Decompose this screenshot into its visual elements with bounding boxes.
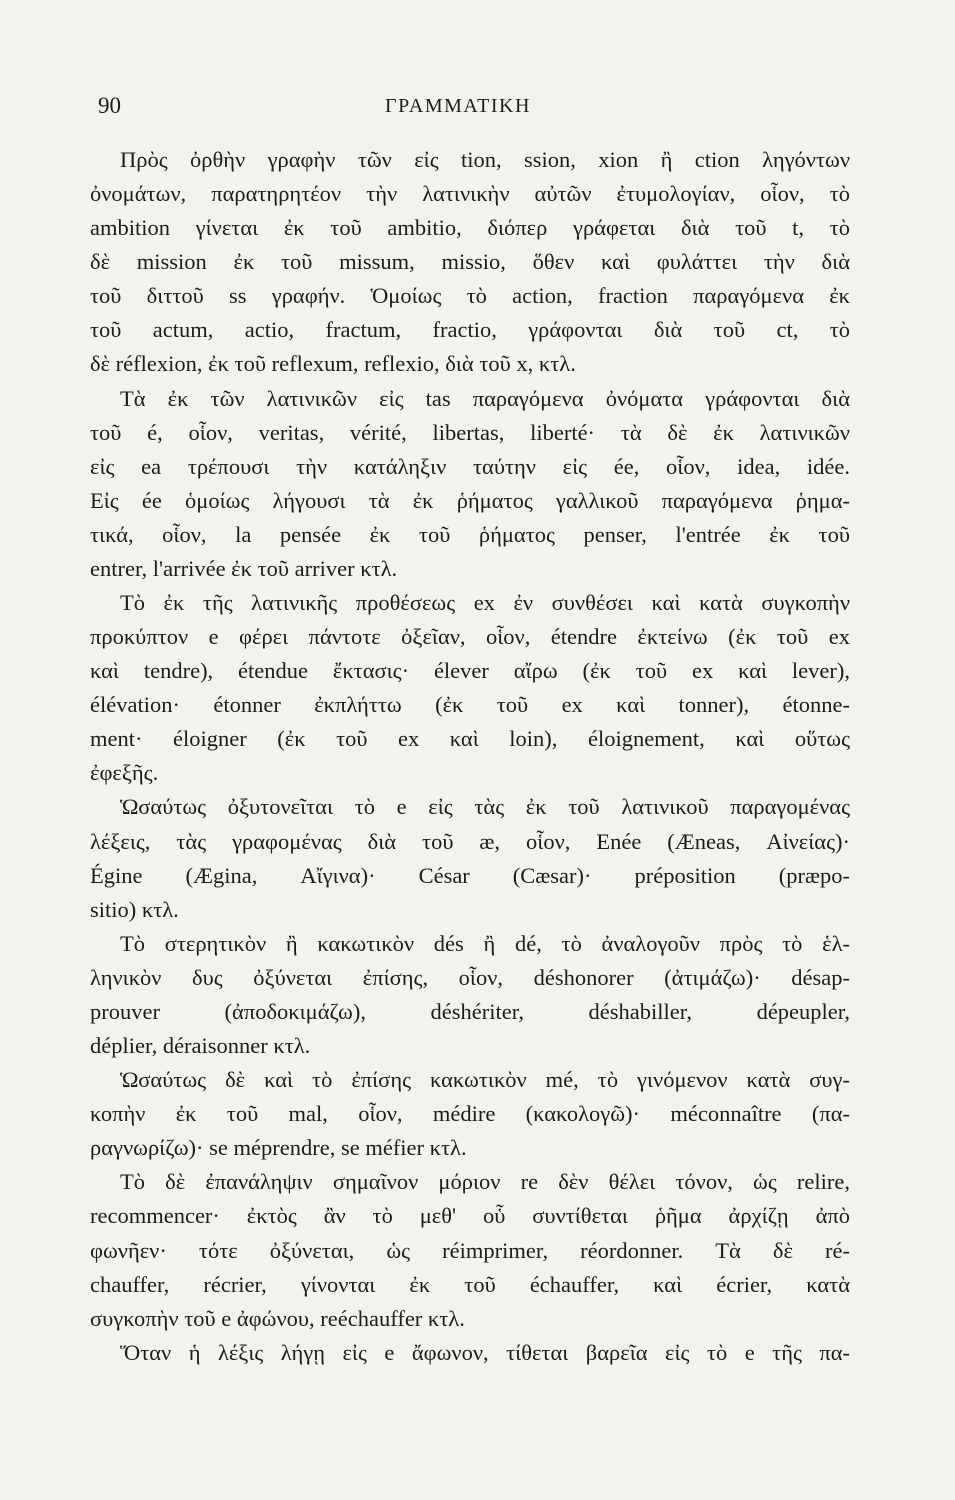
- text-line: Πρὸς ὀρθὴν γραφὴν τῶν εἰς tion, ssion, xion ἢ ction ληγόντων: [120, 147, 850, 172]
- text-line: κοπὴν ἐκ τοῦ mal, οἷον, médire (κακολογῶ)· méconnaître (πα-: [90, 1101, 850, 1127]
- body-text: [90, 143, 850, 1370]
- text-line: δὲ réflexion, ἐκ τοῦ reflexum, reflexio, διὰ τοῦ x, κτλ.: [90, 351, 576, 377]
- text-line: συγκοπὴν τοῦ e ἀφώνου, reéchauffer κτλ.: [90, 1305, 465, 1331]
- text-line: τοῦ actum, actio, fractum, fractio, γράφονται διὰ τοῦ ct, τὸ: [90, 317, 850, 343]
- text-line: Τὸ ἐκ τῆς λατινικῆς προθέσεως ex ἐν συνθέσει καὶ κατὰ συγκοπὴν: [120, 590, 850, 616]
- text-line: τικά, οἷον, la pensée ἐκ τοῦ ῥήματος penser, l'entrée ἐκ τοῦ: [90, 521, 850, 547]
- text-line: sitio) κτλ.: [90, 896, 179, 922]
- text-line: Ὡσαύτως ὀξυτονεῖται τὸ e εἰς τὰς ἐκ τοῦ λατινικοῦ παραγομένας: [120, 794, 850, 820]
- text-line: προκύπτον e φέρει πάντοτε ὀξεῖαν, οἷον, étendre ἐκτείνω (ἐκ τοῦ ex: [90, 624, 850, 650]
- text-line: déplier, déraisonner κτλ.: [90, 1033, 311, 1059]
- text-line: Τὸ στερητικὸν ἢ κακωτικὸν dés ἢ dé, τὸ ἀναλογοῦν πρὸς τὸ ἑλ-: [120, 930, 850, 956]
- running-head: ΓΡΑΜΜΑΤΙΚΗ: [385, 95, 531, 117]
- text-line: ληνικὸν δυς ὀξύνεται ἐπίσης, οἷον, déshonorer (ἀτιμάζω)· désap-: [90, 964, 850, 990]
- text-line: Ὡσαύτως δὲ καὶ τὸ ἐπίσης κακωτικὸν mé, τὸ γινόμενον κατὰ συγ-: [120, 1067, 850, 1093]
- text-line: Τὰ ἐκ τῶν λατινικῶν εἰς tas παραγόμενα ὀνόματα γράφονται διὰ: [120, 385, 850, 411]
- text-line: ὀνομάτων, παρατηρητέον τὴν λατινικὴν αὐτῶν ἐτυμολογίαν, οἷον, τὸ: [90, 181, 850, 207]
- text-line: τοῦ διττοῦ ss γραφήν. Ὁμοίως τὸ action, fraction παραγόμενα ἐκ: [90, 283, 850, 309]
- text-line: chauffer, récrier, γίνονται ἐκ τοῦ échauffer, καὶ écrier, κατὰ: [90, 1271, 850, 1297]
- text-line: δὲ mission ἐκ τοῦ missum, missio, ὅθεν καὶ φυλάττει τὴν διὰ: [90, 249, 850, 275]
- text-line: ment· éloigner (ἐκ τοῦ ex καὶ loin), éloignement, καὶ οὕτως: [90, 726, 850, 752]
- text-line: τοῦ é, οἷον, veritas, vérité, libertas, liberté· τὰ δὲ ἐκ λατινικῶν: [90, 419, 850, 445]
- text-line: φωνῆεν· τότε ὀξύνεται, ὡς réimprimer, réordonner. Τὰ δὲ ré-: [90, 1237, 850, 1263]
- text-line: καὶ tendre), étendue ἔκτασις· élever αἴρω (ἐκ τοῦ ex καὶ lever),: [90, 658, 850, 684]
- text-line: εἰς ea τρέπουσι τὴν κατάληξιν ταύτην εἰς ée, οἷον, idea, idée.: [90, 453, 850, 479]
- text-line: Ὅταν ἡ λέξις λήγῃ εἰς e ἄφωνον, τίθεται βαρεῖα εἰς τὸ e τῆς πα-: [120, 1339, 850, 1365]
- text-line: ραγνωρίζω)· se méprendre, se méfier κτλ.: [90, 1135, 467, 1161]
- text-line: entrer, l'arrivée ἐκ τοῦ arriver κτλ.: [90, 555, 398, 581]
- text-line: Εἰς ée ὁμοίως λήγουσι τὰ ἐκ ῥήματος γαλλικοῦ παραγόμενα ῥημα-: [90, 487, 850, 513]
- text-line: Égine (Ægina, Αἴγινα)· César (Cæsar)· préposition (præpo-: [90, 862, 850, 888]
- text-line: élévation· étonner ἐκπλήττω (ἐκ τοῦ ex καὶ tonner), étonne-: [90, 692, 850, 718]
- text-line: Τὸ δὲ ἐπανάληψιν σημαῖνον μόριον re δὲν θέλει τόνον, ὡς relire,: [120, 1169, 850, 1195]
- text-line: λέξεις, τὰς γραφομένας διὰ τοῦ æ, οἷον, Enée (Æneas, Αἰνείας)·: [90, 828, 850, 854]
- page-header: [0, 93, 955, 129]
- text-line: prouver (ἀποδοκιμάζω), déshériter, déshabiller, dépeupler,: [90, 998, 850, 1024]
- text-line: recommencer· ἐκτὸς ἂν τὸ μεθ' οὗ συντίθεται ῥῆμα ἀρχίζῃ ἀπὸ: [90, 1203, 850, 1229]
- page-number: 90: [98, 93, 121, 118]
- text-line: ἐφεξῆς.: [90, 760, 159, 786]
- text-line: ambition γίνεται ἐκ τοῦ ambitio, διόπερ γράφεται διὰ τοῦ t, τὸ: [90, 215, 850, 241]
